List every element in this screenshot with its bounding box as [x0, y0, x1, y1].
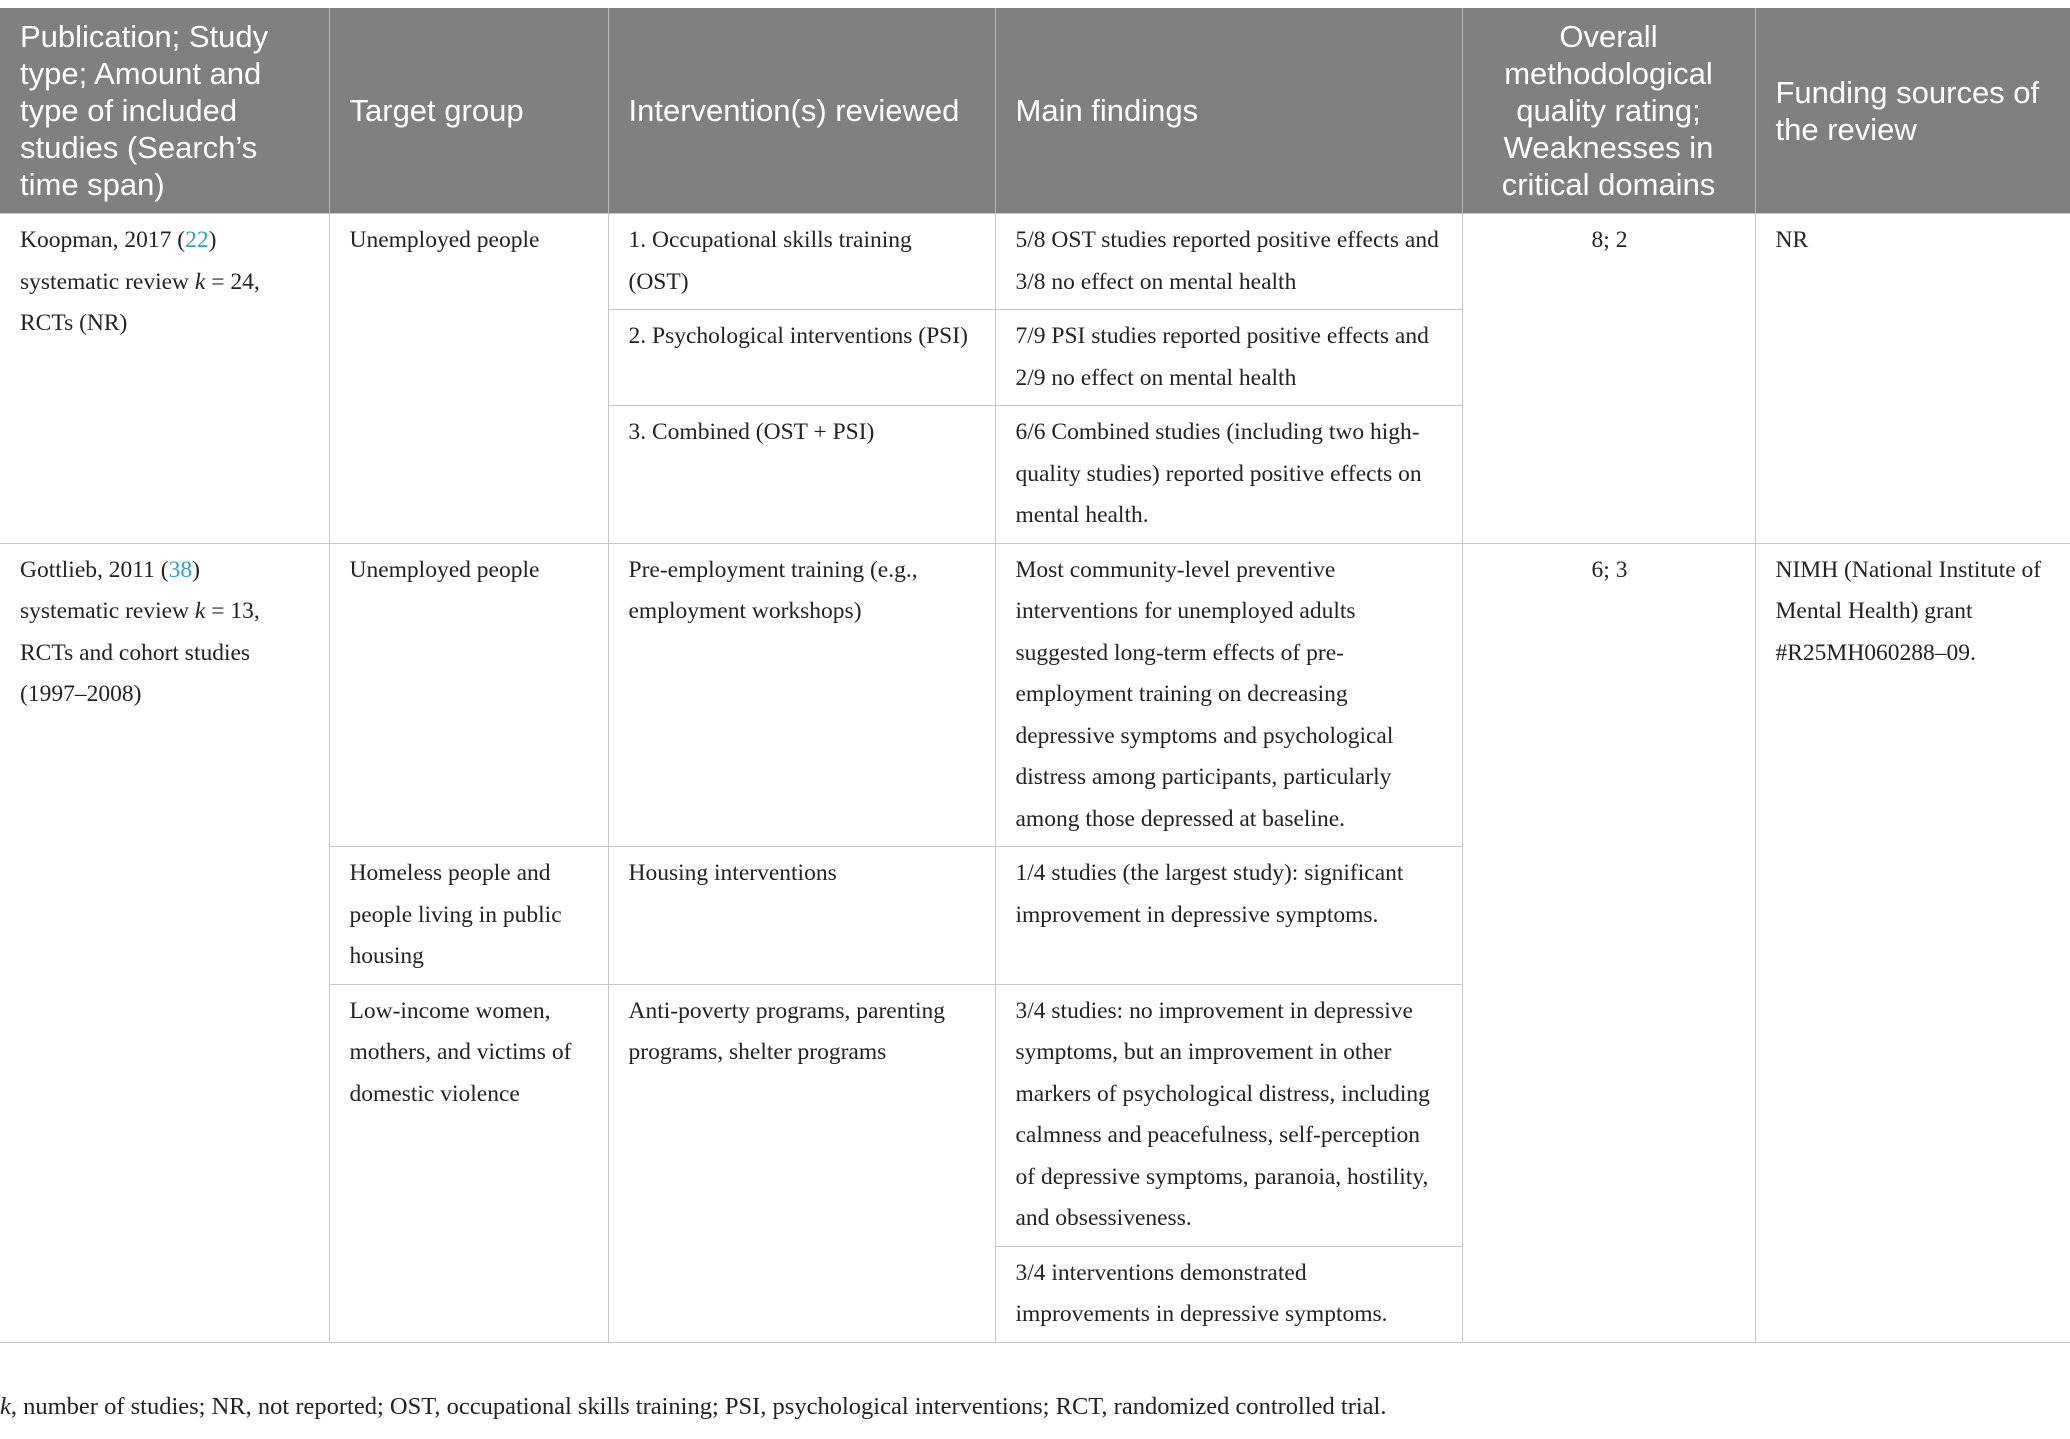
finding-cell: 3/4 interventions demonstrated improvements in depressive symptoms.	[995, 1246, 1462, 1342]
publication-cell: Gottlieb, 2011 (38) systematic review k = 13, RCTs and cohort studies (1997–2008)	[0, 543, 329, 1342]
funding-cell: NR	[1755, 214, 2070, 544]
target-group-cell: Unemployed people	[329, 543, 608, 847]
finding-cell: 7/9 PSI studies reported positive effects and 2/9 no effect on mental health	[995, 310, 1462, 406]
intervention-cell: 1. Occupational skills training (OST)	[608, 214, 995, 310]
header-quality-rating: Overall methodological quality rating; Weaknesses in critical domains	[1462, 8, 1755, 214]
k-value: = 13,	[205, 598, 260, 624]
header-target-group: Target group	[329, 8, 608, 214]
header-main-findings: Main findings	[995, 8, 1462, 214]
finding-cell: Most community-level preventive interventions for unemployed adults suggested long-term effects of pre-employment training on decreasing depressive symptoms and psychological distress among participants, particularly among those depressed at baseline.	[995, 543, 1462, 847]
review-table	[0, 8, 2070, 1343]
finding-cell: 6/6 Combined studies (including two high-quality studies) reported positive effects on mental health.	[995, 406, 1462, 544]
reference-link[interactable]: 22	[185, 227, 209, 253]
footnote-text: , number of studies; NR, not reported; OST, occupational skills training; PSI, psychological interventions; RCT, randomized controlled trial.	[10, 1393, 1387, 1420]
target-group-cell: Unemployed people	[329, 214, 608, 544]
target-group-cell: Low-income women, mothers, and victims of domestic violence	[329, 984, 608, 1342]
table-row	[0, 543, 2070, 847]
k-symbol: k	[194, 268, 206, 295]
table-footnote	[0, 1390, 2070, 1424]
reference-link[interactable]: 38	[168, 556, 193, 583]
footnote-k-symbol: k	[0, 1393, 11, 1420]
finding-cell: 3/4 studies: no improvement in depressive symptoms, but an improvement in other markers of psychological distress, including calmness and peacefulness, self-perception of depressive symptoms, paranoia, hostility, and obsessiveness.	[995, 984, 1462, 1246]
k-value: = 24,	[205, 268, 260, 295]
intervention-cell: Pre-employment training (e.g., employment workshops)	[608, 543, 995, 847]
table-body	[0, 214, 2070, 1343]
study-type: systematic review	[20, 598, 195, 624]
header-publication: Publication; Study type; Amount and type of included studies (Search’s time span)	[0, 8, 329, 214]
header-interventions: Intervention(s) reviewed	[608, 8, 995, 214]
publication-author: Koopman, 2017 (	[20, 227, 186, 253]
table-row	[0, 214, 2070, 310]
study-design: RCTs and cohort studies (1997–2008)	[20, 639, 251, 707]
quality-rating-cell: 8; 2	[1462, 214, 1755, 544]
header-funding: Funding sources of the review	[1755, 8, 2070, 214]
intervention-cell: Housing interventions	[608, 847, 995, 985]
intervention-cell: 3. Combined (OST + PSI)	[608, 406, 995, 544]
study-type: systematic review	[20, 268, 195, 295]
quality-rating-cell: 6; 3	[1462, 543, 1755, 1342]
publication-author: Gottlieb, 2011 (	[20, 556, 169, 583]
target-group-cell: Homeless people and people living in public housing	[329, 847, 608, 985]
finding-cell: 5/8 OST studies reported positive effects and 3/8 no effect on mental health	[995, 214, 1462, 310]
header-row	[0, 8, 2070, 214]
intervention-cell: Anti-poverty programs, parenting programs, shelter programs	[608, 984, 995, 1342]
table-header	[0, 8, 2070, 214]
finding-cell: 1/4 studies (the largest study): significant improvement in depressive symptoms.	[995, 847, 1462, 985]
funding-cell: NIMH (National Institute of Mental Health) grant #R25MH060288–09.	[1755, 543, 2070, 1342]
intervention-cell: 2. Psychological interventions (PSI)	[608, 310, 995, 406]
publication-cell: Koopman, 2017 (22) systematic review k = 24, RCTs (NR)	[0, 214, 329, 544]
study-design: RCTs (NR)	[20, 310, 128, 336]
k-symbol: k	[194, 598, 206, 624]
